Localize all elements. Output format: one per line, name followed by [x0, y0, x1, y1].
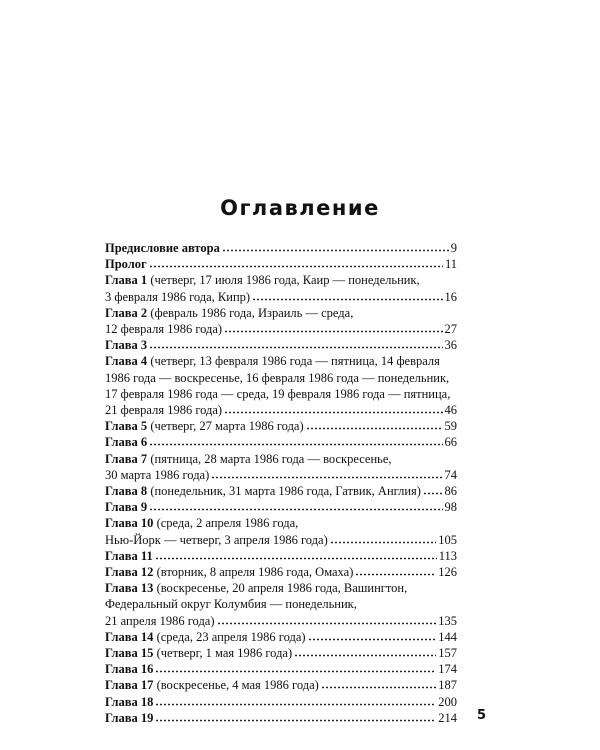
toc-entry-label: Глава 9 [105, 500, 148, 515]
toc-entry-line [105, 694, 457, 710]
dot-leader [355, 573, 436, 576]
toc-entry-line [105, 272, 457, 288]
toc-entry-line-text [105, 289, 250, 305]
toc-entry [105, 580, 457, 629]
toc-entry-text: (четверг, 1 мая 1986 года) [153, 646, 293, 661]
toc-entry-label: Глава 17 [105, 678, 154, 693]
toc-entry-page: 59 [444, 419, 457, 434]
toc-entry-line [105, 370, 457, 386]
toc-entry [105, 515, 457, 547]
dot-leader [149, 265, 443, 268]
toc-entry [105, 451, 457, 483]
toc-entry-page: 200 [438, 694, 457, 709]
toc-entry-line [105, 467, 457, 483]
toc-entry-text: Нью-Йорк — четверг, 3 апреля 1986 года) [105, 532, 328, 547]
toc-entry-page: 105 [438, 532, 457, 547]
toc-entry-text: Федеральный округ Колумбия — понедельник, [105, 597, 357, 612]
toc-entry-text: 30 марта 1986 года) [105, 467, 210, 482]
dot-leader [308, 638, 437, 641]
dot-leader [211, 476, 442, 479]
toc-entry [105, 434, 457, 450]
toc-entry-page: 144 [438, 629, 457, 644]
toc-entry-page: 36 [444, 338, 457, 353]
toc-entry-text: (среда, 23 апреля 1986 года) [153, 629, 306, 644]
toc-entry-label: Глава 16 [105, 662, 154, 677]
toc-entry-text: 21 февраля 1986 года) [105, 403, 223, 418]
toc-entry-page: 126 [438, 565, 457, 580]
dot-leader [306, 427, 443, 430]
toc-entry-label: Глава 14 [105, 629, 154, 644]
toc-entry-line [105, 483, 457, 499]
dot-leader [224, 411, 442, 414]
toc-entry-line [105, 256, 457, 272]
toc-entry-line [105, 240, 457, 256]
toc-entry-text: (четверг, 27 марта 1986 года) [147, 419, 304, 434]
dot-leader [149, 443, 442, 446]
toc-entry-line [105, 548, 457, 564]
toc-entry-line-text [105, 402, 222, 418]
toc-entry-line [105, 564, 457, 580]
toc-entry-label: Глава 15 [105, 646, 154, 661]
toc-entry [105, 548, 457, 564]
toc-entry-line-text [105, 661, 153, 677]
toc-entry-page: 157 [438, 646, 457, 661]
toc-entry-line [105, 645, 457, 661]
toc-entry-line [105, 353, 457, 369]
toc-entry-line [105, 613, 457, 629]
toc-entry-line-text [105, 321, 222, 337]
toc-entry-line-text [105, 613, 215, 629]
toc-entry-label: Глава 3 [105, 338, 148, 353]
toc-entry-line-text [105, 548, 153, 564]
toc-entry-line [105, 532, 457, 548]
toc-entry-line [105, 580, 457, 596]
toc-entry-label: Глава 5 [105, 419, 148, 434]
dot-leader [155, 719, 436, 722]
toc-entry [105, 710, 457, 726]
toc-entry-text: 21 апреля 1986 года) [105, 613, 215, 628]
toc-entry-line-text [105, 434, 147, 450]
toc-entry-label: Глава 19 [105, 710, 154, 725]
toc-entry-text: (пятница, 28 марта 1986 года — воскресенье, [147, 451, 392, 466]
toc-entry-line [105, 596, 457, 612]
toc-entry-text: (вторник, 8 апреля 1986 года, Омаха) [153, 565, 354, 580]
toc-entry-page: 16 [444, 289, 457, 304]
toc-entry-page: 98 [444, 500, 457, 515]
toc-entry-line [105, 337, 457, 353]
toc-entry-label: Глава 8 [105, 484, 148, 499]
toc-entry-line-text [105, 532, 328, 548]
toc-entry [105, 499, 457, 515]
toc-entry-text: (февраль 1986 года, Израиль — среда, [147, 305, 354, 320]
toc-entry [105, 661, 457, 677]
toc-entry-line-text [105, 694, 153, 710]
toc-entry-line [105, 418, 457, 434]
toc-entry-line-text [105, 677, 319, 693]
toc-entry-line [105, 710, 457, 726]
toc-entry [105, 256, 457, 272]
toc-entry-line-text [105, 710, 153, 726]
toc-entry-text: (воскресенье, 20 апреля 1986 года, Вашингтон, [153, 581, 408, 596]
toc-entry-text: 12 февраля 1986 года) [105, 322, 223, 337]
toc-entry-line [105, 305, 457, 321]
toc-entry-line-text [105, 564, 353, 580]
toc-entry-label: Глава 13 [105, 581, 154, 596]
toc-entry [105, 629, 457, 645]
toc-entry [105, 337, 457, 353]
toc-entry-line [105, 289, 457, 305]
dot-leader [155, 703, 436, 706]
toc-entry-label: Пролог [105, 257, 147, 272]
toc-entry-line-text [105, 483, 421, 499]
dot-leader [155, 670, 436, 673]
toc-entry-text: (четверг, 13 февраля 1986 года — пятница, 14 февраля [147, 354, 440, 369]
toc-entry-label: Глава 6 [105, 435, 148, 450]
toc-entry-page: 66 [444, 435, 457, 450]
page-number: 5 [477, 708, 487, 723]
toc-entry-text: (среда, 2 апреля 1986 года, [153, 516, 299, 531]
toc-entry-line [105, 499, 457, 515]
dot-leader [155, 557, 437, 560]
toc-entry [105, 694, 457, 710]
toc-entry-page: 46 [444, 403, 457, 418]
toc-entry-label: Глава 1 [105, 273, 148, 288]
toc-entry-text: 17 февраля 1986 года — среда, 19 февраля 1986 года — пятница, [105, 386, 451, 401]
dot-leader [149, 508, 442, 511]
toc-entry-line [105, 515, 457, 531]
toc-entry-line [105, 434, 457, 450]
toc-entry-page: 11 [444, 257, 457, 272]
dot-leader [330, 541, 437, 544]
toc-entry-label: Глава 18 [105, 694, 154, 709]
toc-entry-line-text [105, 256, 147, 272]
toc-entry-label: Глава 12 [105, 565, 154, 580]
toc-entry-label: Глава 10 [105, 516, 154, 531]
toc-entry-page: 187 [438, 678, 457, 693]
toc-entry-line [105, 677, 457, 693]
toc-entry [105, 677, 457, 693]
dot-leader [222, 249, 449, 252]
toc-entry-line [105, 386, 457, 402]
toc-entry-label: Глава 2 [105, 305, 148, 320]
toc-entry-line [105, 629, 457, 645]
dot-leader [224, 330, 442, 333]
toc-entry-line [105, 402, 457, 418]
toc-entry-page: 27 [444, 322, 457, 337]
toc-entry-page: 74 [444, 467, 457, 482]
toc-entry-line-text [105, 337, 147, 353]
toc-entry-page: 135 [438, 613, 457, 628]
toc-entry-label: Глава 7 [105, 451, 148, 466]
toc-entry [105, 418, 457, 434]
toc-entry-page: 9 [450, 241, 457, 255]
toc-entry-label: Глава 4 [105, 354, 148, 369]
toc-entry-label: Предисловие автора [105, 241, 220, 255]
toc-entry-text: (четверг, 17 июля 1986 года, Каир — понедельник, [147, 273, 420, 288]
toc-entry [105, 272, 457, 304]
toc-entry [105, 483, 457, 499]
toc-entry-label: Глава 11 [105, 548, 153, 563]
toc-entry-line [105, 661, 457, 677]
dot-leader [321, 686, 436, 689]
toc-entry-page: 174 [438, 662, 457, 677]
toc-entry [105, 353, 457, 418]
dot-leader [149, 346, 442, 349]
toc-entry [105, 240, 457, 256]
toc-entry-line [105, 321, 457, 337]
dot-leader [252, 298, 442, 301]
dot-leader [217, 622, 437, 625]
toc-entry-text: (воскресенье, 4 мая 1986 года) [153, 678, 319, 693]
toc-entry [105, 645, 457, 661]
toc-entry-line-text [105, 467, 209, 483]
page-title: Оглавление [220, 196, 380, 220]
dot-leader [423, 492, 443, 495]
toc-entry-page: 214 [438, 710, 457, 725]
dot-leader [294, 654, 436, 657]
table-of-contents [105, 240, 457, 726]
toc-entry-text: 3 февраля 1986 года, Кипр) [105, 289, 251, 304]
toc-entry-text: (понедельник, 31 марта 1986 года, Гатвик, Англия) [147, 484, 421, 499]
toc-entry-line-text [105, 645, 292, 661]
toc-entry [105, 305, 457, 337]
toc-entry-line [105, 451, 457, 467]
toc-entry-line-text [105, 629, 306, 645]
toc-entry-line-text [105, 240, 220, 256]
toc-entry-page: 113 [438, 548, 457, 563]
toc-entry [105, 564, 457, 580]
toc-entry-line-text [105, 418, 304, 434]
toc-entry-text: 1986 года — воскресенье, 16 февраля 1986 года — понедельник, [105, 370, 450, 385]
toc-entry-page: 86 [444, 484, 457, 499]
toc-entry-line-text [105, 499, 147, 515]
